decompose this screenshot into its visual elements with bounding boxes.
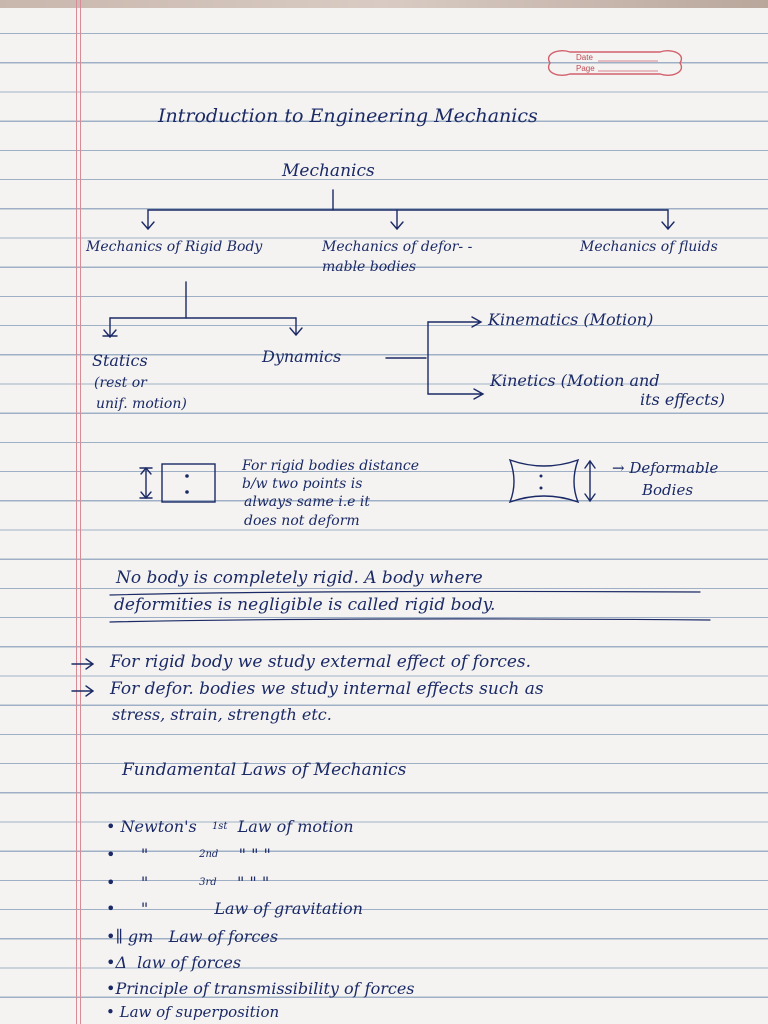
laws-heading: Fundamental Laws of Mechanics — [122, 760, 407, 780]
date-page-stamp — [540, 44, 690, 82]
dynamics-label: Dynamics — [262, 347, 342, 366]
margin-line — [76, 0, 77, 1024]
rigid-note-line-3: always same i.e it — [244, 494, 371, 510]
margin-line — [80, 0, 81, 1024]
statics-note-line-2: unif. motion) — [96, 396, 187, 412]
deformable-label-line-1: → Deformable — [612, 459, 719, 477]
statics-note-line-1: (rest or — [94, 375, 147, 391]
rigid-note-line-1: For rigid bodies distance — [242, 458, 420, 474]
law-item: • " $^{3rd}$ " " " — [106, 873, 270, 892]
definition-line-2: deformities is negligible is called rigid body. — [114, 595, 496, 615]
rigid-note-line-4: does not deform — [244, 513, 360, 529]
law-item: •∥ gm Law of forces — [106, 927, 279, 946]
kinetics-label-line-2: its effects) — [640, 390, 725, 409]
page-label: Page — [576, 64, 595, 73]
law-item: • " Law of gravitation — [106, 899, 363, 918]
point-deformable-internal: For defor. bodies we study internal effects such as — [110, 679, 544, 699]
law-item: •Principle of transmissibility of forces — [106, 979, 415, 998]
rigid-note-line-2: b/w two points is — [242, 476, 363, 492]
law-item: • " $^{2nd}$ " " " — [106, 845, 271, 864]
branch-deformable-bodies: Mechanics of defor- -mable bodies — [322, 239, 473, 275]
point-rigid-external: For rigid body we study external effect of forces. — [110, 652, 532, 672]
kinetics-label-line-1: Kinetics (Motion and — [490, 371, 660, 390]
branch-fluids: Mechanics of fluids — [580, 239, 718, 255]
deformable-label-line-2: Bodies — [642, 481, 694, 499]
statics-label: Statics — [92, 351, 148, 370]
kinematics-label: Kinematics (Motion) — [488, 310, 654, 329]
page-title: Introduction to Engineering Mechanics — [158, 105, 538, 127]
definition-line-1: No body is completely rigid. A body where — [116, 568, 483, 588]
law-item: •Δ law of forces — [106, 953, 242, 972]
date-label: Date — [576, 53, 593, 62]
page-top-edge — [0, 0, 768, 8]
branch-rigid-body: Mechanics of Rigid Body — [86, 239, 263, 255]
point-deformable-internal-cont: stress, strain, strength etc. — [112, 705, 332, 724]
law-item: • Newton's $^{1st}$ Law of motion — [106, 817, 354, 836]
law-item: • Law of superposition — [106, 1003, 280, 1021]
tree-root: Mechanics — [282, 161, 375, 181]
